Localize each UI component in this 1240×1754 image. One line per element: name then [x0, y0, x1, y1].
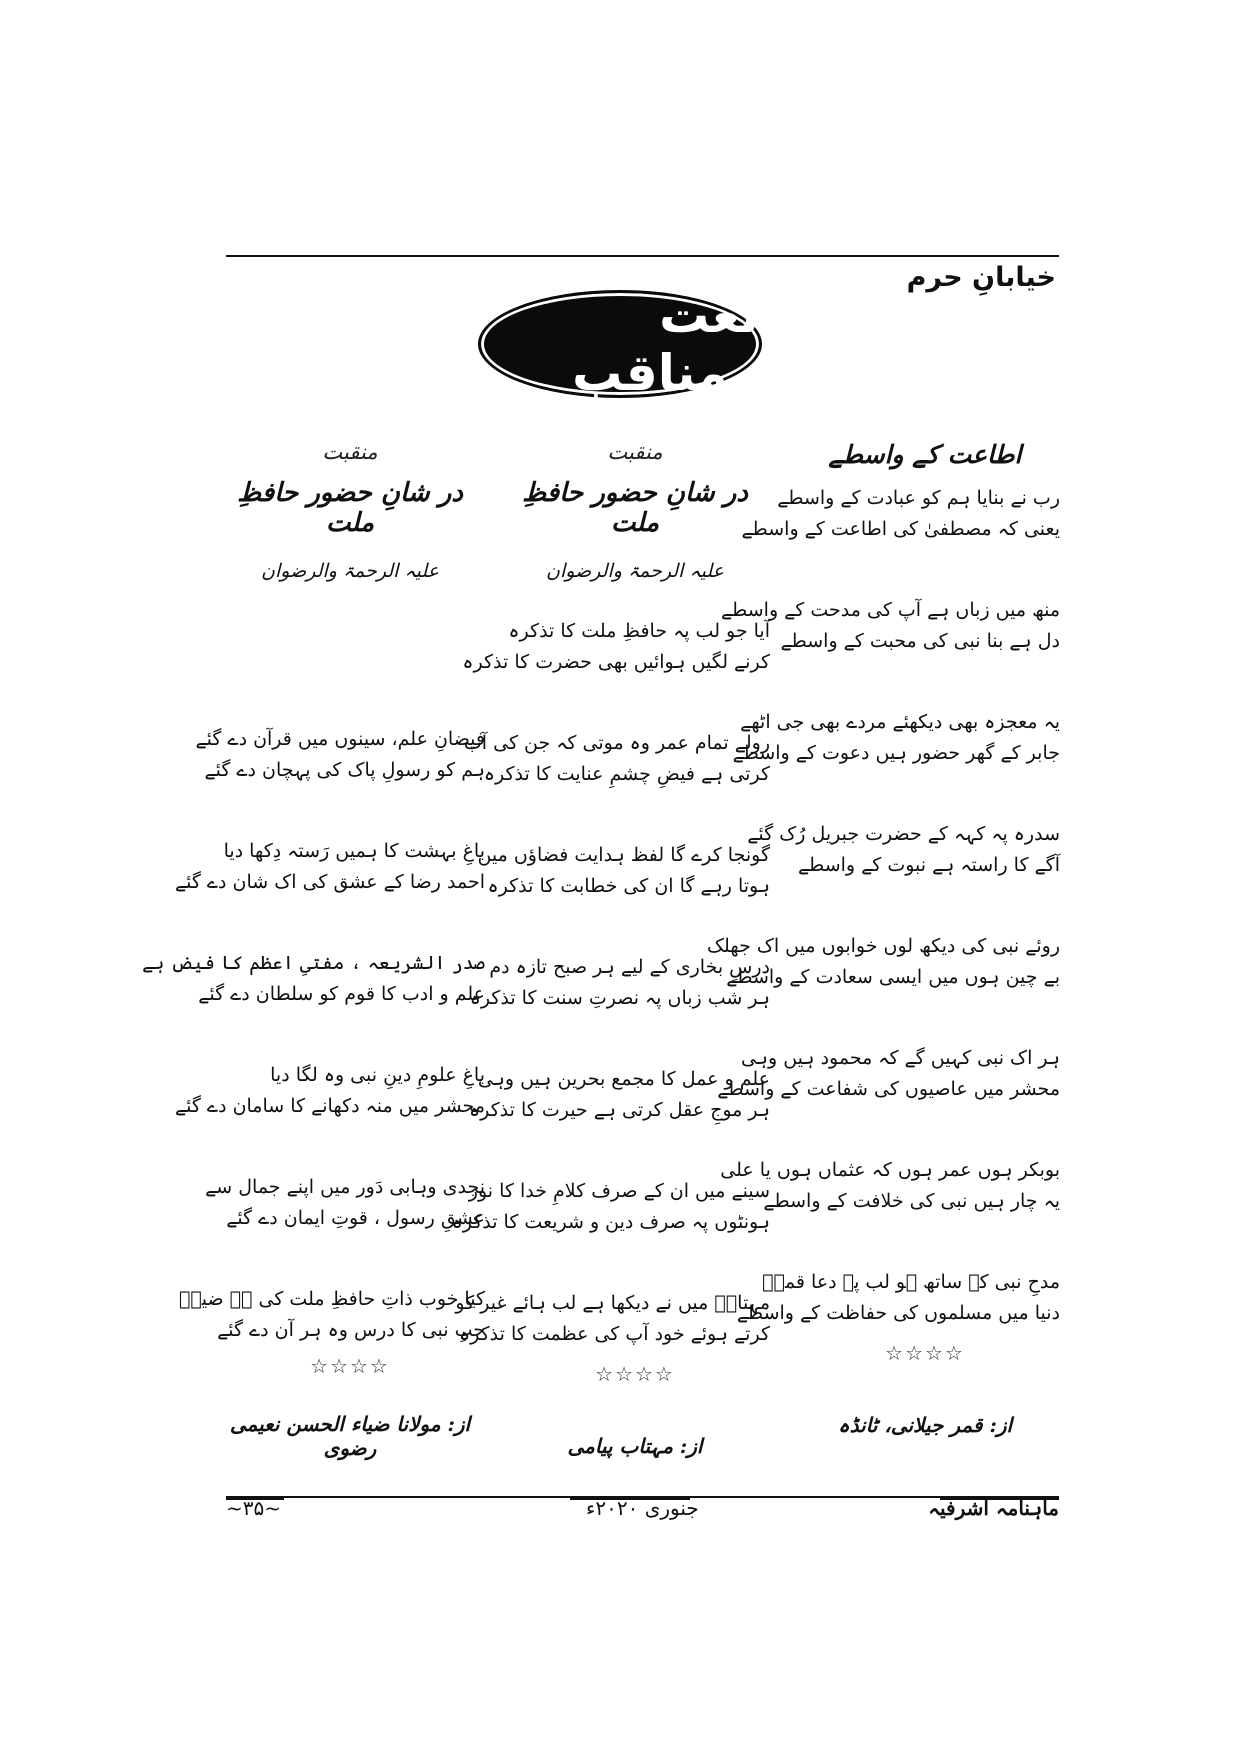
verse-line: مدحِ نبی کے ساتھ ہو لب پہ دعا قمرؔ [762, 1271, 1060, 1293]
verse-line: درسِ بخاری کے لیے ہر صبح تازہ دم [489, 956, 770, 978]
verse-line: دنیا میں مسلموں کی حفاظت کے واسطے [736, 1302, 1060, 1324]
stanza [707, 931, 1060, 993]
verse-line: دل ہے بنا نبی کی محبت کے واسطے [780, 630, 1060, 652]
verse-line: یہ معجزہ بھی دیکھئے مردے بھی جی اٹھے [740, 711, 1060, 733]
star-divider: ☆☆☆☆ [885, 1341, 965, 1365]
stanza [721, 595, 1060, 657]
stanza [747, 819, 1060, 881]
poem-column-middle [451, 440, 770, 1458]
verse-line: علم و عمل کا مجمع بحرین ہیں وہی [477, 1068, 770, 1090]
title-banner [478, 286, 762, 402]
poem-genre: منقبت [322, 440, 378, 464]
stanza [174, 836, 485, 898]
star-divider: ☆☆☆☆ [310, 1354, 390, 1378]
stanza [720, 1155, 1060, 1217]
stanza [205, 1172, 485, 1234]
verse-line: حبِ نبی کا درس وہ ہر آن دے گئے [217, 1319, 485, 1341]
verse-line: باغِ علومِ دینِ نبی وہ لگا دیا [270, 1064, 485, 1086]
section-name: خیابانِ حرم [906, 262, 1056, 293]
verse-line: ہر موجِ عقل کرتی ہے حیرت کا تذکرہ [468, 1099, 770, 1121]
verse-line: عشقِ رسول ، قوتِ ایمان دے گئے [226, 1207, 485, 1229]
verse-line: یہ چار ہیں نبی کی خلافت کے واسطے [763, 1190, 1060, 1212]
stanza [463, 728, 770, 790]
verse-line: ہم کو رسولِ پاک کی پہچان دے گئے [204, 759, 485, 781]
page-title: نعت ومناقب [572, 286, 759, 402]
star-divider: ☆☆☆☆ [595, 1362, 675, 1386]
stanza [741, 483, 1060, 545]
verse-line: گونجا کرے گا لفظ ہدایت فضاؤں میں [477, 844, 770, 866]
verse-line: روئے نبی کی دیکھ لوں خوابوں میں اک جھلک [707, 935, 1060, 957]
verse-line: کیا خوب ذاتِ حافظِ ملت کی ہے ضیاؔ [178, 1288, 485, 1310]
poem-author: از: مولانا ضیاء الحسن نعیمی رضوی [229, 1412, 471, 1460]
verse-line: سینے میں ان کے صرف کلامِ خدا کا نور [468, 1180, 770, 1202]
verse-line: ہوتا رہے گا ان کی خطابت کا تذکرہ [487, 875, 770, 897]
verse-line: احمد رضا کے عشق کی اک شان دے گئے [174, 871, 485, 893]
poem-title: اطاعت کے واسطے [828, 440, 1022, 469]
stanza [732, 707, 1060, 769]
verse-line: کرتے ہوئے خود آپ کی عظمت کا تذکرہ [459, 1323, 770, 1345]
stanza [451, 1176, 770, 1238]
verse-line: آیا جو لب پہ حافظِ ملت کا تذکرہ [508, 620, 770, 642]
stanza [174, 1060, 485, 1122]
verse-line: بوبکر ہوں عمر ہوں کہ عثماں ہوں یا علی [720, 1159, 1060, 1181]
verse-line: رب نے بنایا ہم کو عبادت کے واسطے [777, 487, 1060, 509]
poem-dedication: در شانِ حضور حافظِ ملت [237, 478, 463, 538]
verse-line: علم و ادب کا قوم کو سلطان دے گئے [198, 983, 485, 1005]
verse-line: یعنی کہ مصطفیٰ کی اطاعت کے واسطے [741, 518, 1060, 540]
verse-line: فیضانِ علم، سینوں میں قرآن دے گئے [195, 728, 485, 750]
stanza [455, 1288, 770, 1350]
stanza [462, 616, 770, 678]
verse-line: کرتی ہے فیضِ چشمِ عنایت کا تذکرہ [483, 763, 770, 785]
verse-line: سدرہ پہ کہہ کے حضرت جبریل رُک گئے [747, 823, 1060, 845]
verse-line: مہتابؔ میں نے دیکھا ہے لب ہائے غیر کو [455, 1292, 770, 1314]
stanza [468, 1064, 770, 1126]
poem-author: از: مہتاب پیامی [567, 1434, 703, 1458]
poem-column-right [707, 440, 1060, 1437]
verse-line: جابر کے گھر حضور ہیں دعوت کے واسطے [732, 742, 1060, 764]
top-rule [226, 255, 1059, 257]
verse-line: محشر میں عاصیوں کی شفاعت کے واسطے [717, 1078, 1060, 1100]
poem-author: از: قمر جیلانی، ٹانڈہ [837, 1413, 1013, 1437]
stanza [469, 952, 770, 1014]
stanza [477, 840, 770, 902]
poem-genre: منقبت [607, 440, 663, 464]
stanza [178, 1284, 485, 1346]
magazine-name: ماہنامہ اشرفیہ [928, 1496, 1059, 1520]
stanza [142, 948, 485, 1010]
issue-date: جنوری ۲۰۲۰ء [586, 1496, 699, 1520]
stanza [195, 724, 485, 786]
verse-line: ہونٹوں پہ صرف دین و شریعت کا تذکرہ [451, 1211, 770, 1233]
verse-line: آگے کا راستہ ہے نبوت کے واسطے [797, 854, 1060, 876]
poem-dedication: در شانِ حضور حافظِ ملت [522, 478, 748, 538]
page-footer [226, 1478, 1059, 1518]
stanza [736, 1267, 1060, 1329]
verse-line: ہر شب زباں پہ نصرتِ سنت کا تذکرہ [469, 987, 770, 1009]
verse-line: نجدی وہابی دَور میں اپنے جمال سے [205, 1176, 485, 1198]
verse-line: کرنے لگیں ہوائیں بھی حضرت کا تذکرہ [462, 651, 770, 673]
verse-line: محشر میں منہ دکھانے کا سامان دے گئے [174, 1095, 485, 1117]
verse-line: ہر اک نبی کہیں گے کہ محمود ہیں وہی [741, 1047, 1060, 1069]
poem-honorific: علیہ الرحمۃ والرضوان [546, 560, 724, 582]
stanza [717, 1043, 1060, 1105]
verse-line: صدر الشریعہ ، مفتیِ اعظم کا فیض ہے [142, 952, 485, 974]
verse-line: منھ میں زباں ہے آپ کی مدحت کے واسطے [721, 599, 1060, 621]
verse-line: بے چین ہوں میں ایسی سعادت کے واسطے [726, 966, 1060, 988]
poem-column-left [142, 440, 485, 1460]
verse-line: باغِ بہشت کا ہمیں رَستہ دِکھا دیا [223, 840, 485, 862]
page-number: ~۳۵~ [226, 1496, 281, 1520]
poem-honorific: علیہ الرحمۃ والرضوان [261, 560, 439, 582]
verse-line: رولے تمام عمر وہ موتی کہ جن کی آب [463, 732, 770, 754]
